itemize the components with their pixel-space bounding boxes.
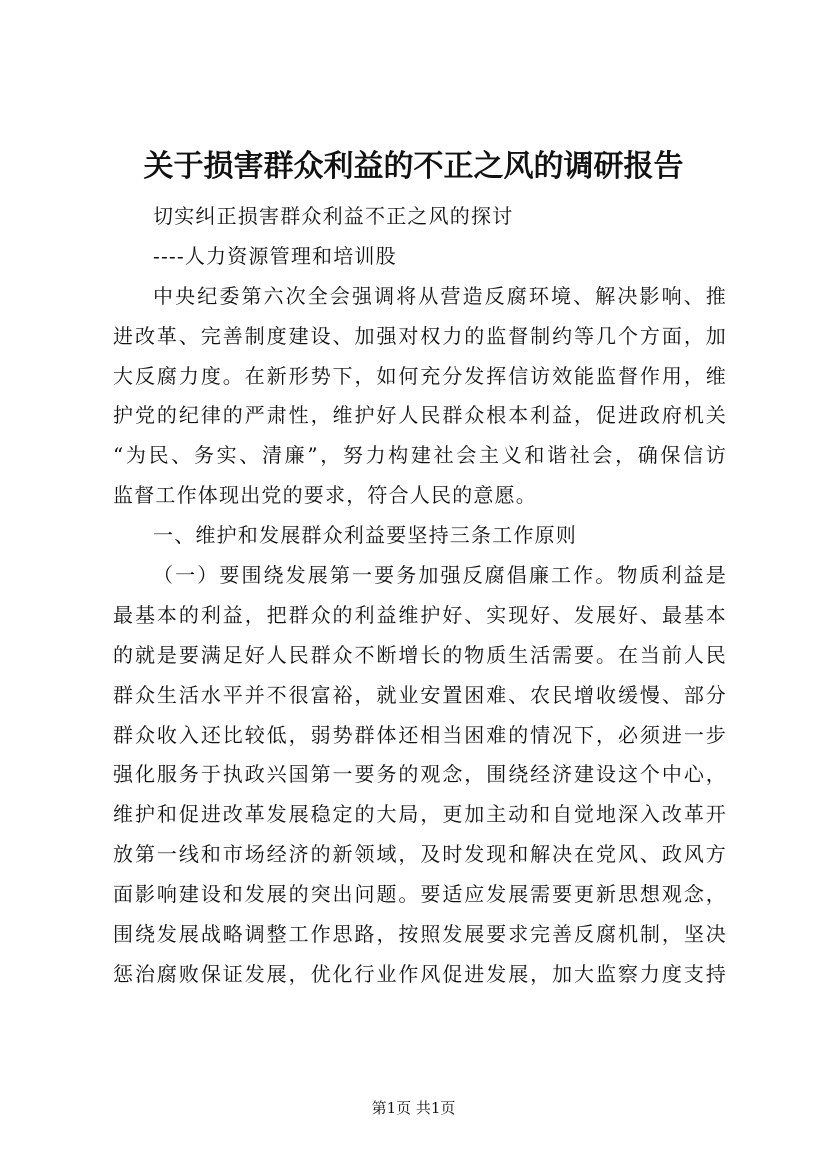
paragraph-line: 大反腐力度。在新形势下，如何充分发挥信访效能监督作用，维 xyxy=(113,363,727,388)
paragraph-line: 监督工作体现出党的要求，符合人民的意愿。 xyxy=(113,483,537,508)
paragraph-line: （一）要围绕发展第一要务加强反腐倡廉工作。物质利益是 xyxy=(153,563,727,588)
paragraph-line: 惩治腐败保证发展，优化行业作风促进发展，加大监察力度支持 xyxy=(113,961,727,986)
paragraph-line: 围绕发展战略调整工作思路，按照发展要求完善反腐机制，坚决 xyxy=(113,922,727,947)
paragraph-line: 中央纪委第六次全会强调将从营造反腐环境、解决影响、推 xyxy=(153,283,727,308)
paragraph-line: 放第一线和市场经济的新领域，及时发现和解决在党风、政风方 xyxy=(113,842,727,867)
paragraph-line: 强化服务于执政兴国第一要务的观念，围绕经济建设这个中心， xyxy=(113,762,727,787)
paragraph-line: 群众生活水平并不很富裕，就业安置困难、农民增收缓慢、部分 xyxy=(113,682,727,707)
section-heading: 一、维护和发展群众利益要坚持三条工作原则 xyxy=(153,523,577,548)
page-footer: 第1页 共1页 xyxy=(371,1099,456,1117)
paragraph-line: 最基本的利益，把群众的利益维护好、实现好、发展好、最基本 xyxy=(113,602,727,627)
paragraph-line: 面影响建设和发展的突出问题。要适应发展需要更新思想观念， xyxy=(113,882,727,907)
document-title: 关于损害群众利益的不正之风的调研报告 xyxy=(143,149,684,184)
subtitle: 切实纠正损害群众利益不正之风的探讨 xyxy=(153,204,514,228)
paragraph-line: 群众收入还比较低，弱势群体还相当困难的情况下，必须进一步 xyxy=(113,722,727,747)
author-line: ----人力资源管理和培训股 xyxy=(153,243,397,268)
document-body xyxy=(113,197,727,995)
paragraph-line: 维护和促进改革发展稳定的大局，更加主动和自觉地深入改革开 xyxy=(113,802,727,827)
paragraph-line: “为民、务实、清廉”，努力构建社会主义和谐社会，确保信访 xyxy=(113,443,727,468)
paragraph-line: 护党的纪律的严肃性，维护好人民群众根本利益，促进政府机关 xyxy=(113,403,727,428)
paragraph-line: 进改革、完善制度建设、加强对权力的监督制约等几个方面，加 xyxy=(113,323,727,348)
paragraph-line: 的就是要满足好人民群众不断增长的物质生活需要。在当前人民 xyxy=(113,642,727,667)
